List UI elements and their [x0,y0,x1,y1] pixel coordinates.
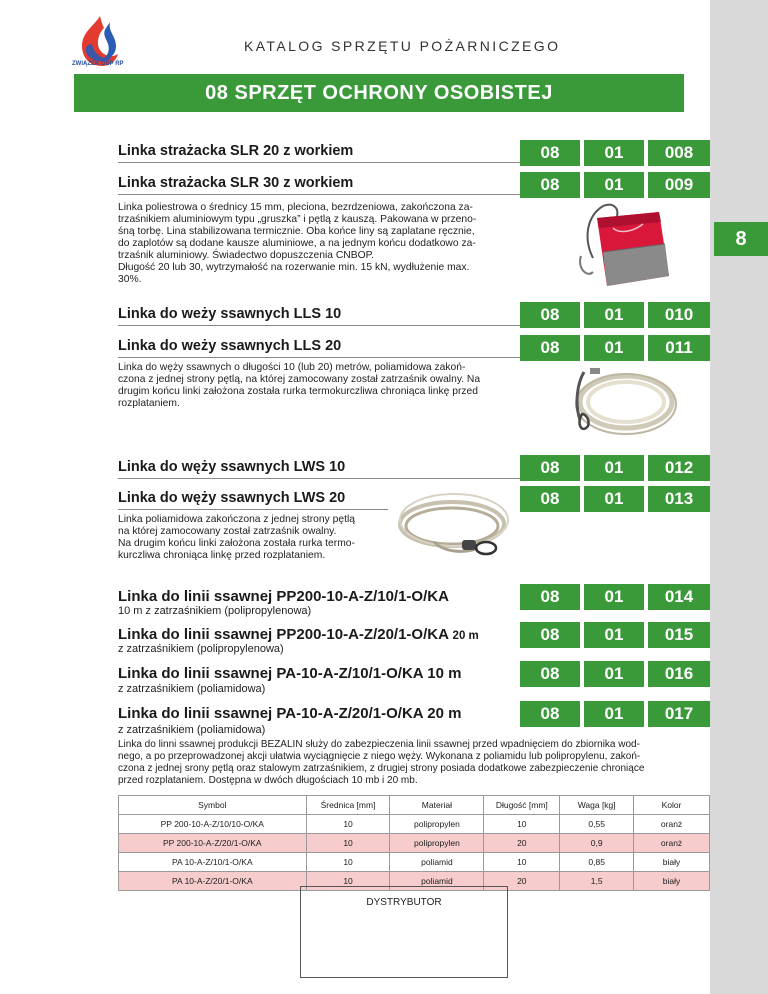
product-divider [118,478,520,479]
code-item: 015 [648,622,710,648]
product-title: Linka do węży ssawnych LWS 10 [118,459,346,475]
product-title: Linka do linii ssawnej PA-10-A-Z/20/1-O/KA 20 m [118,705,462,722]
rope-bag-photo [573,198,683,292]
sidebar-strip [710,0,768,994]
code-subgroup: 01 [584,486,644,512]
cell-length: 10 [484,853,560,872]
code-subgroup: 01 [584,302,644,328]
cell-diameter: 10 [306,872,390,891]
distributor-label: DYSTRYBUTOR [366,897,442,908]
product-title: Linka do linii ssawnej PP200-10-A-Z/10/1-O/KA [118,588,449,605]
product-length: 20 m [452,630,479,642]
column-header: Waga [kg] [560,796,634,815]
code-group: 08 [520,584,580,610]
cell-weight: 0,55 [560,815,634,834]
rope-lws-photo [394,490,514,570]
code-item: 017 [648,701,710,727]
product-divider [118,509,388,510]
section-banner: 08 SPRZĘT OCHRONY OSOBISTEJ [74,74,684,112]
cell-color: oranż [634,834,710,853]
code-group: 08 [520,140,580,166]
code-subgroup: 01 [584,335,644,361]
catalog-title: KATALOG SPRZĘTU POŻARNICZEGO [244,38,561,54]
product-subtitle: z zatrzaśnikiem (poliamidowa) [118,724,266,736]
product-title: Linka do weży ssawnych LLS 10 [118,306,342,322]
code-subgroup: 01 [584,622,644,648]
product-divider [118,325,520,326]
cell-color: biały [634,872,710,891]
column-header: Kolor [634,796,710,815]
description-linia: Linka do linni ssawnej produkcji BEZALIN służy do zabezpieczenia linii ssawnej przed wpadnięciem do zbiornika wod- nego, a po przeprowadzonej akcji ułatwia wyciągnięcie z niego węży. Wykonana z poliamidu lub polipropylenu, zakoń- czona z jednej srony pętlą oraz stalowym zatrzaśnikiem, z drugiej strony posiada dodatkowe zabezpieczenie chroniące przed rozplataniem. Dostępna w dwóch długościach 10 mb i 20 mb. [118,739,645,786]
product-title: Linka do linii ssawnej PA-10-A-Z/10/1-O/KA 10 m [118,665,462,682]
product-subtitle: 10 m z zatrzaśnikiem (polipropylenowa) [118,605,312,617]
code-subgroup: 01 [584,701,644,727]
cell-symbol: PA 10-A-Z/20/1-O/KA [119,872,307,891]
table-row [119,834,710,853]
product-title: Linka strażacka SLR 20 z workiem [118,143,354,159]
code-group: 08 [520,701,580,727]
code-group: 08 [520,172,580,198]
cell-length: 20 [484,872,560,891]
code-group: 08 [520,455,580,481]
rope-coil-photo [560,362,680,442]
product-title: Linka do weży ssawnych LLS 20 [118,338,342,354]
code-item: 011 [648,335,710,361]
code-group: 08 [520,486,580,512]
product-subtitle: z zatrzaśnikiem (polipropylenowa) [118,643,284,655]
code-item: 014 [648,584,710,610]
table-header-row [119,796,710,815]
code-item: 010 [648,302,710,328]
cell-diameter: 10 [306,834,390,853]
column-header: Długość [mm] [484,796,560,815]
code-group: 08 [520,661,580,687]
description-slr: Linka poliestrowa o średnicy 15 mm, pleciona, bezrdzeniowa, zakończona za- trzaśnikiem aluminiowym typu „gruszka” i pętlą z kauszą. Pakowana w przeno- śną torbę. Lina stabilizowana termicznie. Oba końce liny są zaplatane ręcznie, do zaplotów są dodane kausze aluminiowe, a na jednym końcu dodatkowo za- trzaśnik aluminiowy. Świadectwo dopuszczenia CNBOP. Długość 20 lub 30, wytrzymałość na rozerwanie min. 15 kN, wydłużenie max. 30%. [118,202,477,285]
column-header: Materiał [390,796,484,815]
cell-weight: 0,85 [560,853,634,872]
description-lws: Linka poliamidowa zakończona z jednej strony pętlą na której zamocowany został zatrzaśnik owalny. Na drugim końcu linki założona została rurka termo- kurczliwa chroniąca linkę przed rozplataniem. [118,514,355,561]
logo-caption: ZWIĄZEK OSP RP [72,61,124,67]
product-title: Linka do węży ssawnych LWS 20 [118,490,346,506]
code-subgroup: 01 [584,584,644,610]
cell-symbol: PP 200-10-A-Z/10/10-O/KA [119,815,307,834]
code-subgroup: 01 [584,661,644,687]
cell-diameter: 10 [306,853,390,872]
table-row [119,815,710,834]
description-lls: Linka do węży ssawnych o długości 10 (lub 20) metrów, poliamidowa zakoń- czona z jednej strony pętlą, na której zamocowany został zatrzaśnik owalny. Na drugim końcu linki założona została rurka termokurczliwa chroniąca linkę przed rozplataniem. [118,362,481,409]
column-header: Symbol [119,796,307,815]
column-header: Średnica [mm] [306,796,390,815]
code-item: 009 [648,172,710,198]
product-divider [118,194,520,195]
table-row [119,853,710,872]
cell-material: polipropylen [390,815,484,834]
code-subgroup: 01 [584,172,644,198]
product-divider [118,357,520,358]
distributor-box [300,886,508,978]
cell-length: 10 [484,815,560,834]
cell-weight: 1,5 [560,872,634,891]
code-item: 008 [648,140,710,166]
code-subgroup: 01 [584,140,644,166]
cell-material: poliamid [390,872,484,891]
cell-material: poliamid [390,853,484,872]
cell-material: polipropylen [390,834,484,853]
product-divider [118,162,520,163]
code-group: 08 [520,335,580,361]
product-subtitle: z zatrzaśnikiem (poliamidowa) [118,683,266,695]
cell-color: biały [634,853,710,872]
code-group: 08 [520,622,580,648]
code-group: 08 [520,302,580,328]
cell-weight: 0,9 [560,834,634,853]
cell-symbol: PA 10-A-Z/10/1-O/KA [119,853,307,872]
spec-table [118,795,710,891]
cell-color: oranż [634,815,710,834]
product-title: Linka do linii ssawnej PP200-10-A-Z/20/1-O/KA 20 m [118,626,479,643]
chapter-tab: 8 [714,222,768,256]
code-subgroup: 01 [584,455,644,481]
product-title: Linka strażacka SLR 30 z workiem [118,175,354,191]
cell-length: 20 [484,834,560,853]
code-item: 013 [648,486,710,512]
cell-diameter: 10 [306,815,390,834]
cell-symbol: PP 200-10-A-Z/20/1-O/KA [119,834,307,853]
code-item: 016 [648,661,710,687]
code-item: 012 [648,455,710,481]
